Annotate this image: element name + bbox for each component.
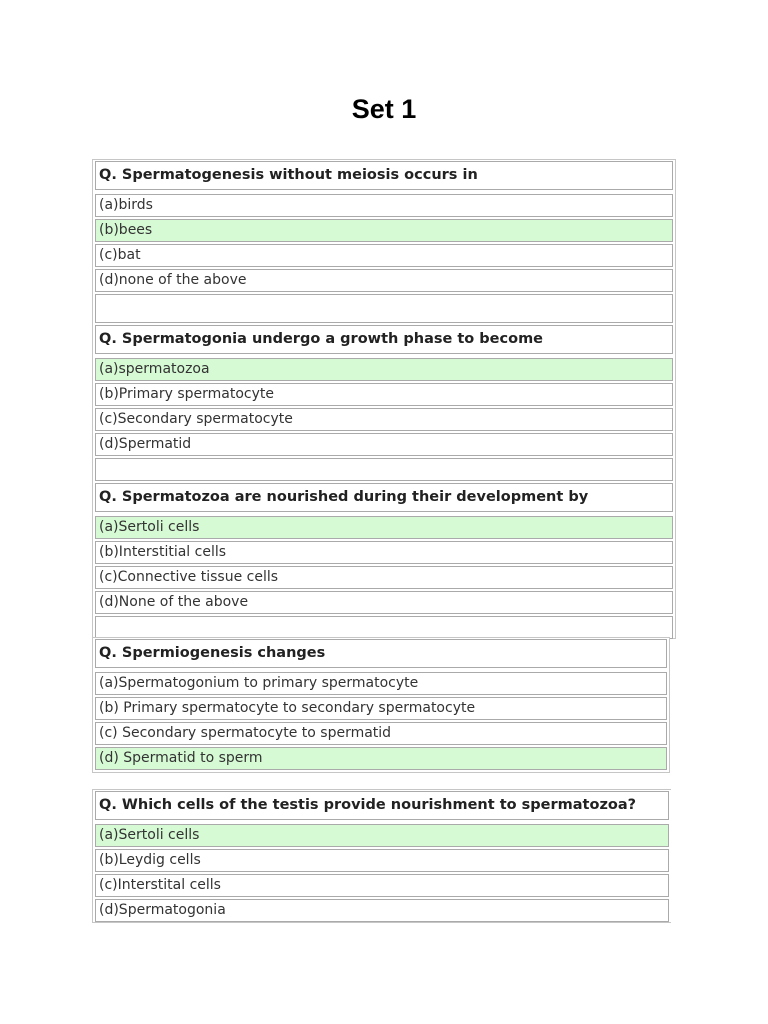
option-item: (d)none of the above [95, 269, 673, 292]
question-text: Q. Spermatogonia undergo a growth phase to become [95, 325, 673, 354]
option-item: (c)bat [95, 244, 673, 267]
correct-option-item: (b)bees [95, 219, 673, 242]
option-item: (d)Spermatogonia [95, 899, 669, 922]
correct-option-item: (a)Sertoli cells [95, 824, 669, 847]
question-table-1 [92, 159, 676, 639]
option-item: (b)Leydig cells [95, 849, 669, 872]
question-text: Q. Which cells of the testis provide nourishment to spermatozoa? [95, 791, 669, 820]
correct-option-item: (a)Sertoli cells [95, 516, 673, 539]
option-item: (c)Connective tissue cells [95, 566, 673, 589]
option-item: (b)Primary spermatocyte [95, 383, 673, 406]
option-item: (c)Secondary spermatocyte [95, 408, 673, 431]
option-item: (a)Spermatogonium to primary spermatocyte [95, 672, 667, 695]
spacer-row [95, 294, 673, 323]
question-table-2 [92, 637, 670, 773]
question-table-3 [92, 789, 671, 923]
option-item: (b)Interstitial cells [95, 541, 673, 564]
correct-option-item: (a)spermatozoa [95, 358, 673, 381]
option-item: (a)birds [95, 194, 673, 217]
question-text: Q. Spermiogenesis changes [95, 639, 667, 668]
correct-option-item: (d) Spermatid to sperm [95, 747, 667, 770]
option-item: (d)Spermatid [95, 433, 673, 456]
spacer-row [95, 616, 673, 639]
option-item: (b) Primary spermatocyte to secondary spermatocyte [95, 697, 667, 720]
option-item: (c)Interstital cells [95, 874, 669, 897]
question-text: Q. Spermatozoa are nourished during their development by [95, 483, 673, 512]
option-item: (d)None of the above [95, 591, 673, 614]
option-item: (c) Secondary spermatocyte to spermatid [95, 722, 667, 745]
spacer-row [95, 458, 673, 481]
page-title: Set 1 [351, 94, 417, 124]
question-text: Q. Spermatogenesis without meiosis occurs in [95, 161, 673, 190]
